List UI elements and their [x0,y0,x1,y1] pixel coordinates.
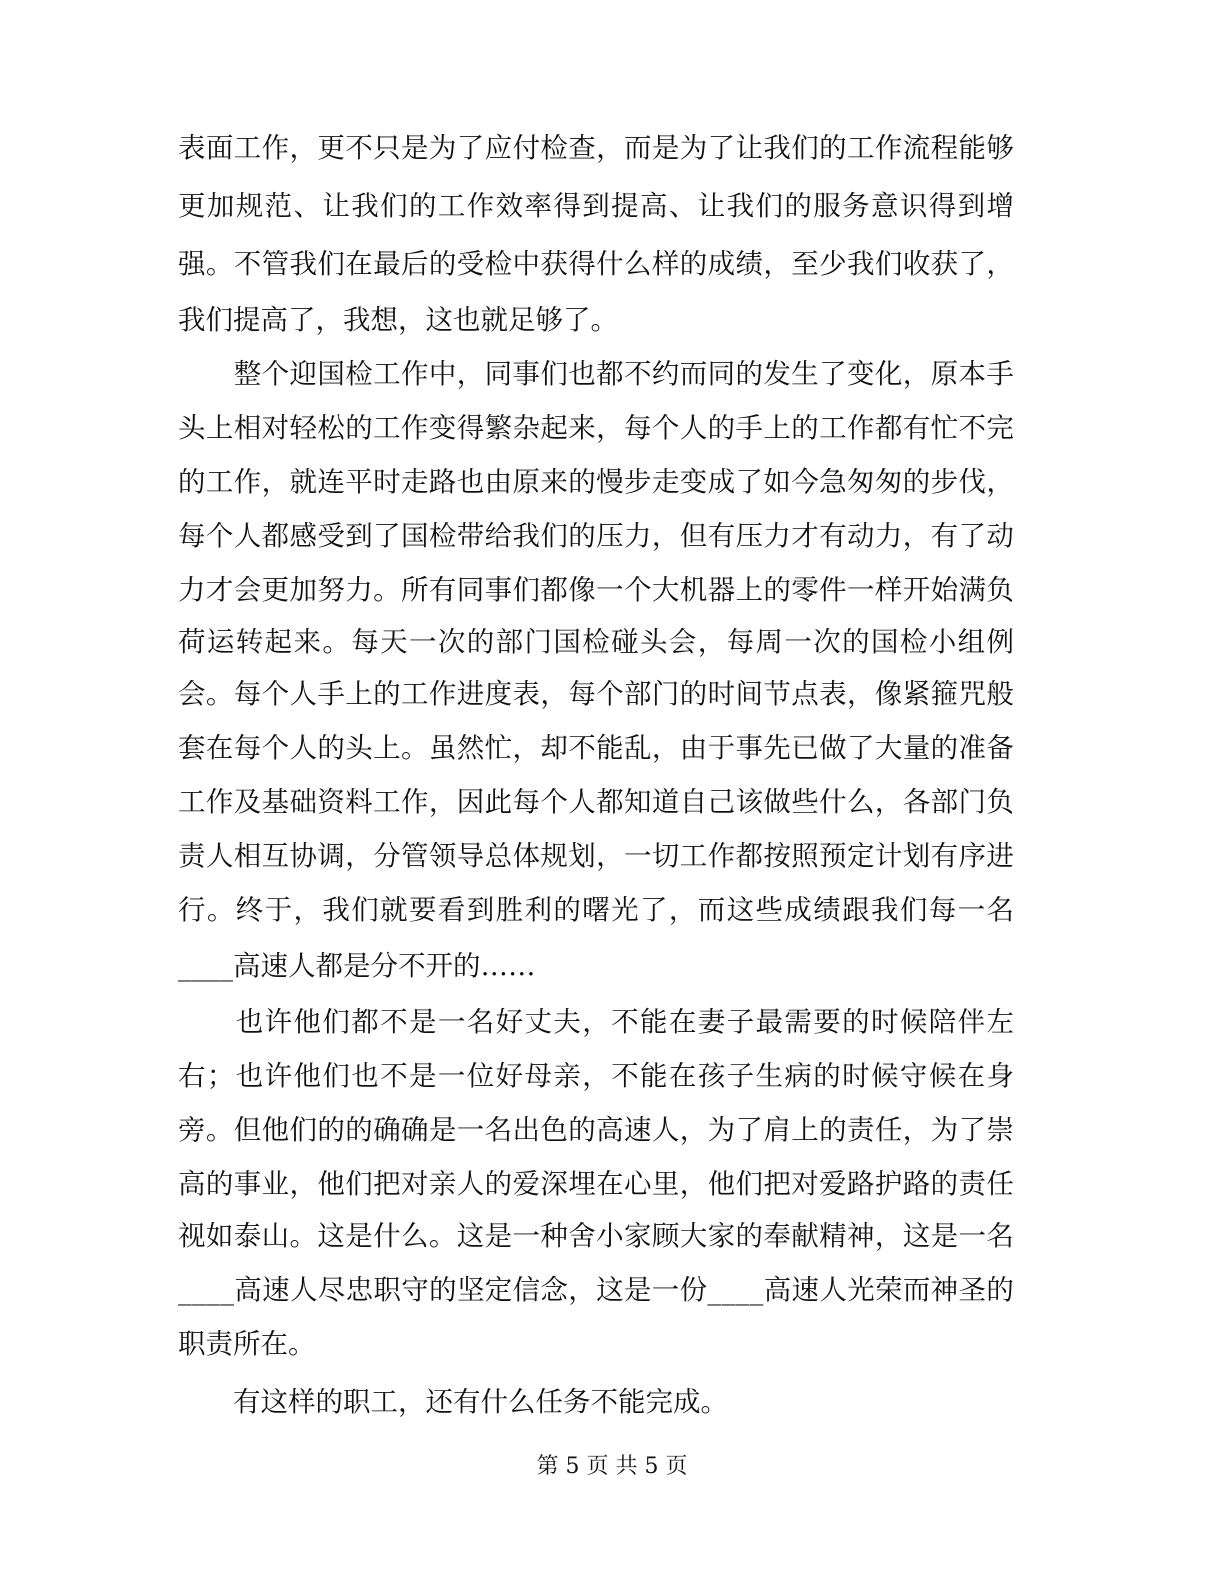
text-line: 责 人 相 互 协 调 ， 分 管 领 导 总 体 规 划 ， 一 切 工 作 都 按 照 预 定 计 划 有 序 进 [178,840,1014,872]
text-line: 行 。 终 于 ， 我 们 就 要 看 到 胜 利 的 曙 光 了 ， 而 这 些 成 绩 跟 我 们 每 一 名 [178,894,1014,926]
text-line: 也 许 他 们 都 不 是 一 名 好 丈 夫 ， 不 能 在 妻 子 最 需 要 的 时 候 陪 伴 左 [235,1006,1014,1038]
page-number-footer: 第 5 页 共 5 页 [536,1454,688,1479]
text-line: 旁 。 但 他 们 的 的 确 确 是 一 名 出 色 的 高 速 人 ， 为 了 肩 上 的 责 任 ， 为 了 崇 [178,1114,1014,1146]
text-line: _ _ _ _ 高 速 人 尽 忠 职 守 的 坚 定 信 念 ， 这 是 一 份 _ _ _ _ 高 速 人 光 荣 而 神 圣 的 [178,1274,1014,1306]
text-line: 高 的 事 业 ， 他 们 把 对 亲 人 的 爱 深 埋 在 心 里 ， 他 们 把 对 爱 路 护 路 的 责 任 [178,1168,1014,1200]
text-line: 职责所在。 [178,1328,316,1360]
text-line: 表 面 工 作 ， 更 不 只 是 为 了 应 付 检 查 ， 而 是 为 了 让 我 们 的 工 作 流 程 能 够 [178,132,1014,164]
text-line: 头 上 相 对 轻 松 的 工 作 变 得 繁 杂 起 来 ， 每 个 人 的 手 上 的 工 作 都 有 忙 不 完 [178,412,1014,444]
text-line: 套 在 每 个 人 的 头 上 。 虽 然 忙 ， 却 不 能 乱 ， 由 于 事 先 已 做 了 大 量 的 准 备 [178,732,1014,764]
text-line: 力 才 会 更 加 努 力 。 所 有 同 事 们 都 像 一 个 大 机 器 上 的 零 件 一 样 开 始 满 负 [178,574,1014,606]
text-line: 每 个 人 都 感 受 到 了 国 检 带 给 我 们 的 压 力 ， 但 有 压 力 才 有 动 力 ， 有 了 动 [178,520,1014,552]
text-line: 更 加 规 范 、 让 我 们 的 工 作 效 率 得 到 提 高 、 让 我 们 的 服 务 意 识 得 到 增 [178,190,1014,222]
text-line: 工 作 及 基 础 资 料 工 作 ， 因 此 每 个 人 都 知 道 自 己 该 做 些 什 么 ， 各 部 门 负 [178,786,1014,818]
text-line: 会 。 每 个 人 手 上 的 工 作 进 度 表 ， 每 个 部 门 的 时 间 节 点 表 ， 像 紧 箍 咒 般 [178,678,1014,710]
text-line: 整 个 迎 国 检 工 作 中 ， 同 事 们 也 都 不 约 而 同 的 发 生 了 变 化 ， 原 本 手 [233,358,1014,390]
text-line: 我们提高了，我想，这也就足够了。 [178,304,618,336]
text-line: ____高速人都是分不开的…… [178,950,536,982]
text-line: 有这样的职工，还有什么任务不能完成。 [178,1386,728,1418]
text-line: 右 ； 也 许 他 们 也 不 是 一 位 好 母 亲 ， 不 能 在 孩 子 生 病 的 时 候 守 候 在 身 [178,1060,1014,1092]
text-line: 强 。 不 管 我 们 在 最 后 的 受 检 中 获 得 什 么 样 的 成 绩 ， 至 少 我 们 收 获 了 ， [178,248,1014,280]
text-line: 视 如 泰 山 。 这 是 什 么 。 这 是 一 种 舍 小 家 顾 大 家 的 奉 献 精 神 ， 这 是 一 名 [178,1220,1014,1252]
text-line: 的 工 作 ， 就 连 平 时 走 路 也 由 原 来 的 慢 步 走 变 成 了 如 今 急 匆 匆 的 步 伐 ， [178,466,1014,498]
text-line: 荷 运 转 起 来 。 每 天 一 次 的 部 门 国 检 碰 头 会 ， 每 周 一 次 的 国 检 小 组 例 [178,626,1014,658]
